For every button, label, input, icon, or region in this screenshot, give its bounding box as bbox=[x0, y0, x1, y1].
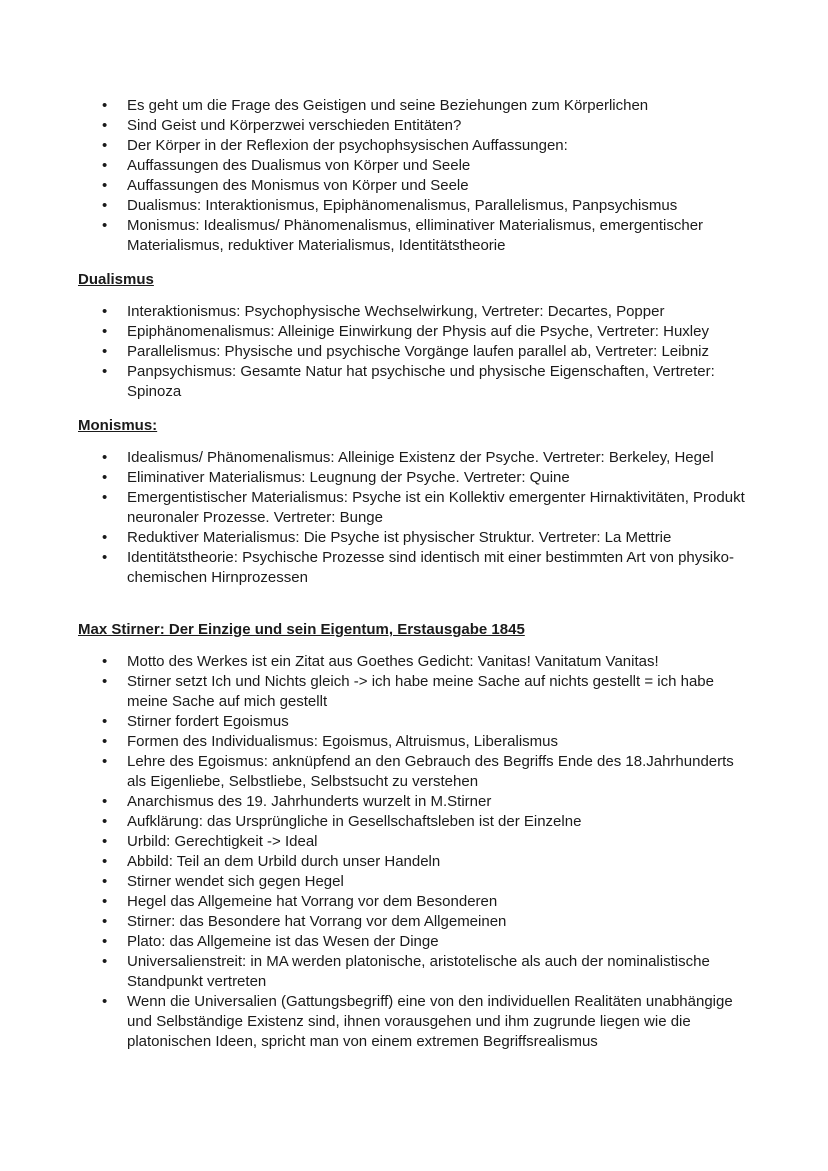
bullet-icon: • bbox=[102, 137, 108, 154]
list-item bbox=[78, 136, 755, 156]
list-item bbox=[78, 342, 755, 362]
list-item bbox=[78, 892, 755, 912]
list-item-text: Aufklärung: das Ursprüngliche in Gesellschaftsleben ist der Einzelne bbox=[127, 813, 582, 830]
list-item-text: Urbild: Gerechtigkeit -> Ideal bbox=[127, 833, 318, 850]
list-item bbox=[78, 548, 755, 588]
bullet-list bbox=[78, 448, 755, 588]
bullet-icon: • bbox=[102, 157, 108, 174]
list-item-text: Panpsychismus: Gesamte Natur hat psychische und physische Eigenschaften, Vertreter: Spinoza bbox=[127, 363, 715, 400]
document-section bbox=[78, 416, 755, 588]
list-item bbox=[78, 176, 755, 196]
list-item-text: Hegel das Allgemeine hat Vorrang vor dem Besonderen bbox=[127, 893, 498, 910]
document-section bbox=[78, 270, 755, 402]
bullet-icon: • bbox=[102, 363, 108, 380]
bullet-icon: • bbox=[102, 117, 108, 134]
bullet-icon: • bbox=[102, 913, 108, 930]
list-item-text: Monismus: Idealismus/ Phänomenalismus, elliminativer Materialismus, emergentischer Materialismus, reduktiver Materialismus, Identitätstheorie bbox=[127, 217, 704, 254]
list-item bbox=[78, 528, 755, 548]
list-item bbox=[78, 992, 755, 1052]
list-item bbox=[78, 302, 755, 322]
bullet-icon: • bbox=[102, 343, 108, 360]
bullet-list bbox=[78, 96, 755, 256]
list-item bbox=[78, 812, 755, 832]
list-item bbox=[78, 832, 755, 852]
bullet-icon: • bbox=[102, 97, 108, 114]
list-item bbox=[78, 116, 755, 136]
list-item-text: Emergentistischer Materialismus: Psyche ist ein Kollektiv emergenter Hirnaktivitäten, Produkt neuronaler Prozesse. Vertreter: Bunge bbox=[127, 489, 745, 526]
bullet-icon: • bbox=[102, 529, 108, 546]
section-heading: Max Stirner: Der Einzige und sein Eigentum, Erstausgabe 1845 bbox=[78, 621, 525, 638]
list-item-text: Interaktionismus: Psychophysische Wechselwirkung, Vertreter: Decartes, Popper bbox=[127, 303, 665, 320]
list-item-text: Es geht um die Frage des Geistigen und seine Beziehungen zum Körperlichen bbox=[127, 97, 649, 114]
bullet-icon: • bbox=[102, 853, 108, 870]
list-item bbox=[78, 732, 755, 752]
list-item-text: Motto des Werkes ist ein Zitat aus Goethes Gedicht: Vanitas! Vanitatum Vanitas! bbox=[127, 653, 659, 670]
list-item-text: Formen des Individualismus: Egoismus, Altruismus, Liberalismus bbox=[127, 733, 558, 750]
section-heading: Dualismus bbox=[78, 271, 154, 288]
bullet-icon: • bbox=[102, 793, 108, 810]
list-item bbox=[78, 96, 755, 116]
list-item-text: Anarchismus des 19. Jahrhunderts wurzelt in M.Stirner bbox=[127, 793, 492, 810]
bullet-icon: • bbox=[102, 469, 108, 486]
list-item bbox=[78, 792, 755, 812]
list-item bbox=[78, 752, 755, 792]
bullet-icon: • bbox=[102, 753, 108, 770]
list-item-text: Parallelismus: Physische und psychische Vorgänge laufen parallel ab, Vertreter: Leibniz bbox=[127, 343, 709, 360]
bullet-icon: • bbox=[102, 953, 108, 970]
bullet-icon: • bbox=[102, 933, 108, 950]
bullet-icon: • bbox=[102, 489, 108, 506]
list-item-text: Sind Geist und Körperzwei verschieden Entitäten? bbox=[127, 117, 462, 134]
list-item-text: Abbild: Teil an dem Urbild durch unser Handeln bbox=[127, 853, 441, 870]
list-item-text: Dualismus: Interaktionismus, Epiphänomenalismus, Parallelismus, Panpsychismus bbox=[127, 197, 678, 214]
list-item bbox=[78, 672, 755, 712]
list-item-text: Stirner fordert Egoismus bbox=[127, 713, 289, 730]
list-item-text: Universalienstreit: in MA werden platonische, aristotelische als auch der nominalistische Standpunkt vertreten bbox=[127, 953, 710, 990]
list-item-text: Eliminativer Materialismus: Leugnung der Psyche. Vertreter: Quine bbox=[127, 469, 570, 486]
list-item bbox=[78, 216, 755, 256]
list-item-text: Stirner wendet sich gegen Hegel bbox=[127, 873, 344, 890]
bullet-icon: • bbox=[102, 653, 108, 670]
document-content bbox=[78, 96, 755, 1052]
list-item-text: Auffassungen des Dualismus von Körper und Seele bbox=[127, 157, 471, 174]
list-item bbox=[78, 652, 755, 672]
list-item bbox=[78, 932, 755, 952]
document-section bbox=[78, 96, 755, 256]
bullet-icon: • bbox=[102, 713, 108, 730]
list-item-text: Stirner: das Besondere hat Vorrang vor dem Allgemeinen bbox=[127, 913, 507, 930]
bullet-icon: • bbox=[102, 197, 108, 214]
bullet-icon: • bbox=[102, 177, 108, 194]
bullet-icon: • bbox=[102, 733, 108, 750]
bullet-icon: • bbox=[102, 217, 108, 234]
bullet-icon: • bbox=[102, 549, 108, 566]
section-heading: Monismus: bbox=[78, 417, 158, 434]
bullet-list bbox=[78, 652, 755, 1052]
list-item bbox=[78, 322, 755, 342]
list-item-text: Lehre des Egoismus: anknüpfend an den Gebrauch des Begriffs Ende des 18.Jahrhunderts als Eigenliebe, Selbstliebe, Selbstsucht zu verstehen bbox=[127, 753, 734, 790]
list-item-text: Plato: das Allgemeine ist das Wesen der Dinge bbox=[127, 933, 439, 950]
bullet-icon: • bbox=[102, 893, 108, 910]
list-item bbox=[78, 872, 755, 892]
list-item-text: Identitätstheorie: Psychische Prozesse sind identisch mit einer bestimmten Art von physiko-chemischen Hirnprozessen bbox=[127, 549, 734, 586]
list-item-text: Auffassungen des Monismus von Körper und Seele bbox=[127, 177, 469, 194]
list-item bbox=[78, 196, 755, 216]
bullet-icon: • bbox=[102, 449, 108, 466]
bullet-icon: • bbox=[102, 873, 108, 890]
list-item-text: Wenn die Universalien (Gattungsbegriff) eine von den individuellen Realitäten unabhängige und Selbständige Existenz sind, ihnen vorausgehen und ihm zugrunde liegen wie die platonischen Ideen, spricht man von einem extremen Begriffsrealismus bbox=[127, 993, 733, 1050]
bullet-icon: • bbox=[102, 303, 108, 320]
list-item-text: Epiphänomenalismus: Alleinige Einwirkung der Physis auf die Psyche, Vertreter: Huxley bbox=[127, 323, 709, 340]
list-item bbox=[78, 156, 755, 176]
list-item bbox=[78, 468, 755, 488]
list-item bbox=[78, 448, 755, 468]
document-section bbox=[78, 620, 755, 1052]
list-item-text: Stirner setzt Ich und Nichts gleich -> ich habe meine Sache auf nichts gestellt = ich habe meine Sache auf mich gestellt bbox=[127, 673, 714, 710]
list-item bbox=[78, 488, 755, 528]
list-item-text: Idealismus/ Phänomenalismus: Alleinige Existenz der Psyche. Vertreter: Berkeley, Hegel bbox=[127, 449, 714, 466]
list-item bbox=[78, 852, 755, 872]
list-item bbox=[78, 952, 755, 992]
bullet-icon: • bbox=[102, 673, 108, 690]
list-item bbox=[78, 912, 755, 932]
bullet-icon: • bbox=[102, 993, 108, 1010]
list-item-text: Der Körper in der Reflexion der psychophsysischen Auffassungen: bbox=[127, 137, 568, 154]
list-item-text: Reduktiver Materialismus: Die Psyche ist physischer Struktur. Vertreter: La Mettrie bbox=[127, 529, 672, 546]
bullet-icon: • bbox=[102, 323, 108, 340]
bullet-icon: • bbox=[102, 813, 108, 830]
list-item bbox=[78, 362, 755, 402]
bullet-list bbox=[78, 302, 755, 402]
list-item bbox=[78, 712, 755, 732]
bullet-icon: • bbox=[102, 833, 108, 850]
